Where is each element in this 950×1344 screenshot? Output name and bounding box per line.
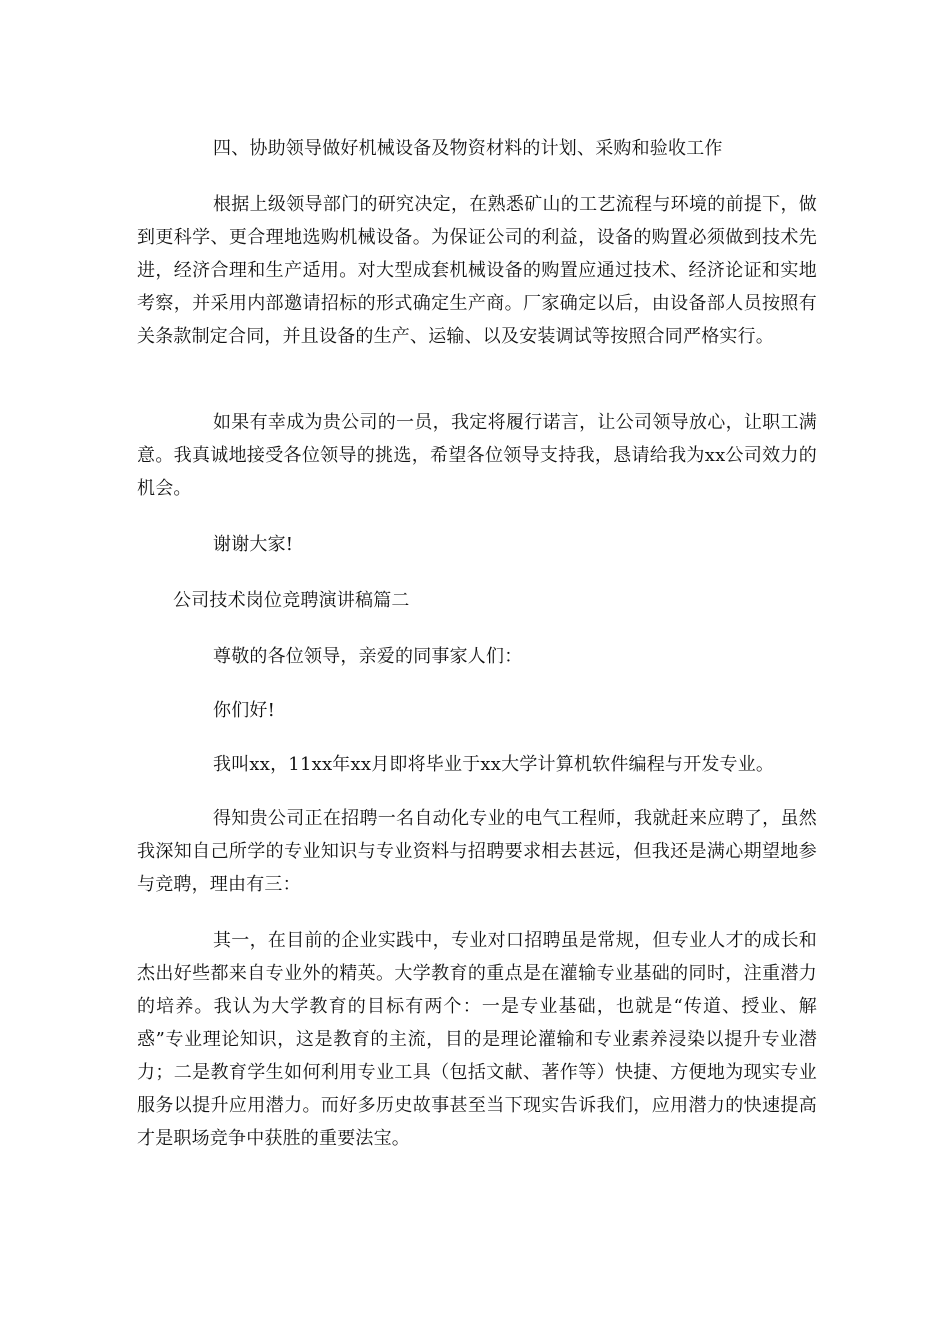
paragraph-equipment-purchase: 根据上级领导部门的研究决定，在熟悉矿山的工艺流程与环境的前提下，做到更科学、更合理地选购机械设备。为保证公司的利益，设备的购置必须做到技术先进，经济合理和生产适用。对大型成套机械设备的购置应通过技术、经济论证和实地考察，并采用内部邀请招标的形式确定生产商。厂家确定以后，由设备部人员按照有关条款制定合同，并且设备的生产、运输、以及安装调试等按照合同严格实行。 xyxy=(137,194,817,347)
paragraph-commitment: 如果有幸成为贵公司的一员，我定将履行诺言，让公司领导放心，让职工满意。我真诚地接受各位领导的挑选，希望各位领导支持我，恳请给我为xx公司效力的机会。 xyxy=(137,412,817,499)
article-title-part-two: 公司技术岗位竞聘演讲稿篇二 xyxy=(173,590,410,611)
section-heading-four: 四、协助领导做好机械设备及物资材料的计划、采购和验收工作 xyxy=(213,138,723,159)
paragraph-thanks: 谢谢大家! xyxy=(213,534,294,555)
paragraph-salutation: 尊敬的各位领导，亲爱的同事家人们： xyxy=(213,646,523,667)
paragraph-greeting: 你们好! xyxy=(213,700,276,721)
paragraph-application-reason: 得知贵公司正在招聘一名自动化专业的电气工程师，我就赶来应聘了，虽然我深知自己所学的专业知识与专业资料与招聘要求相去甚远，但我还是满心期望地参与竞聘，理由有三： xyxy=(137,808,817,895)
paragraph-reason-one: 其一，在目前的企业实践中，专业对口招聘虽是常规，但专业人才的成长和杰出好些都来自专业外的精英。大学教育的重点是在灌输专业基础的同时，注重潜力的培养。我认为大学教育的目标有两个：一是专业基础，也就是“传道、授业、解惑”专业理论知识，这是教育的主流，目的是理论灌输和专业素养浸染以提升专业潜力；二是教育学生如何利用专业工具（包括文献、著作等）快捷、方便地为现实专业服务以提升应用潜力。而好多历史故事甚至当下现实告诉我们，应用潜力的快速提高才是职场竞争中获胜的重要法宝。 xyxy=(137,930,817,1149)
paragraph-introduction: 我叫xx，11xx年xx月即将毕业于xx大学计算机软件编程与开发专业。 xyxy=(213,754,775,775)
